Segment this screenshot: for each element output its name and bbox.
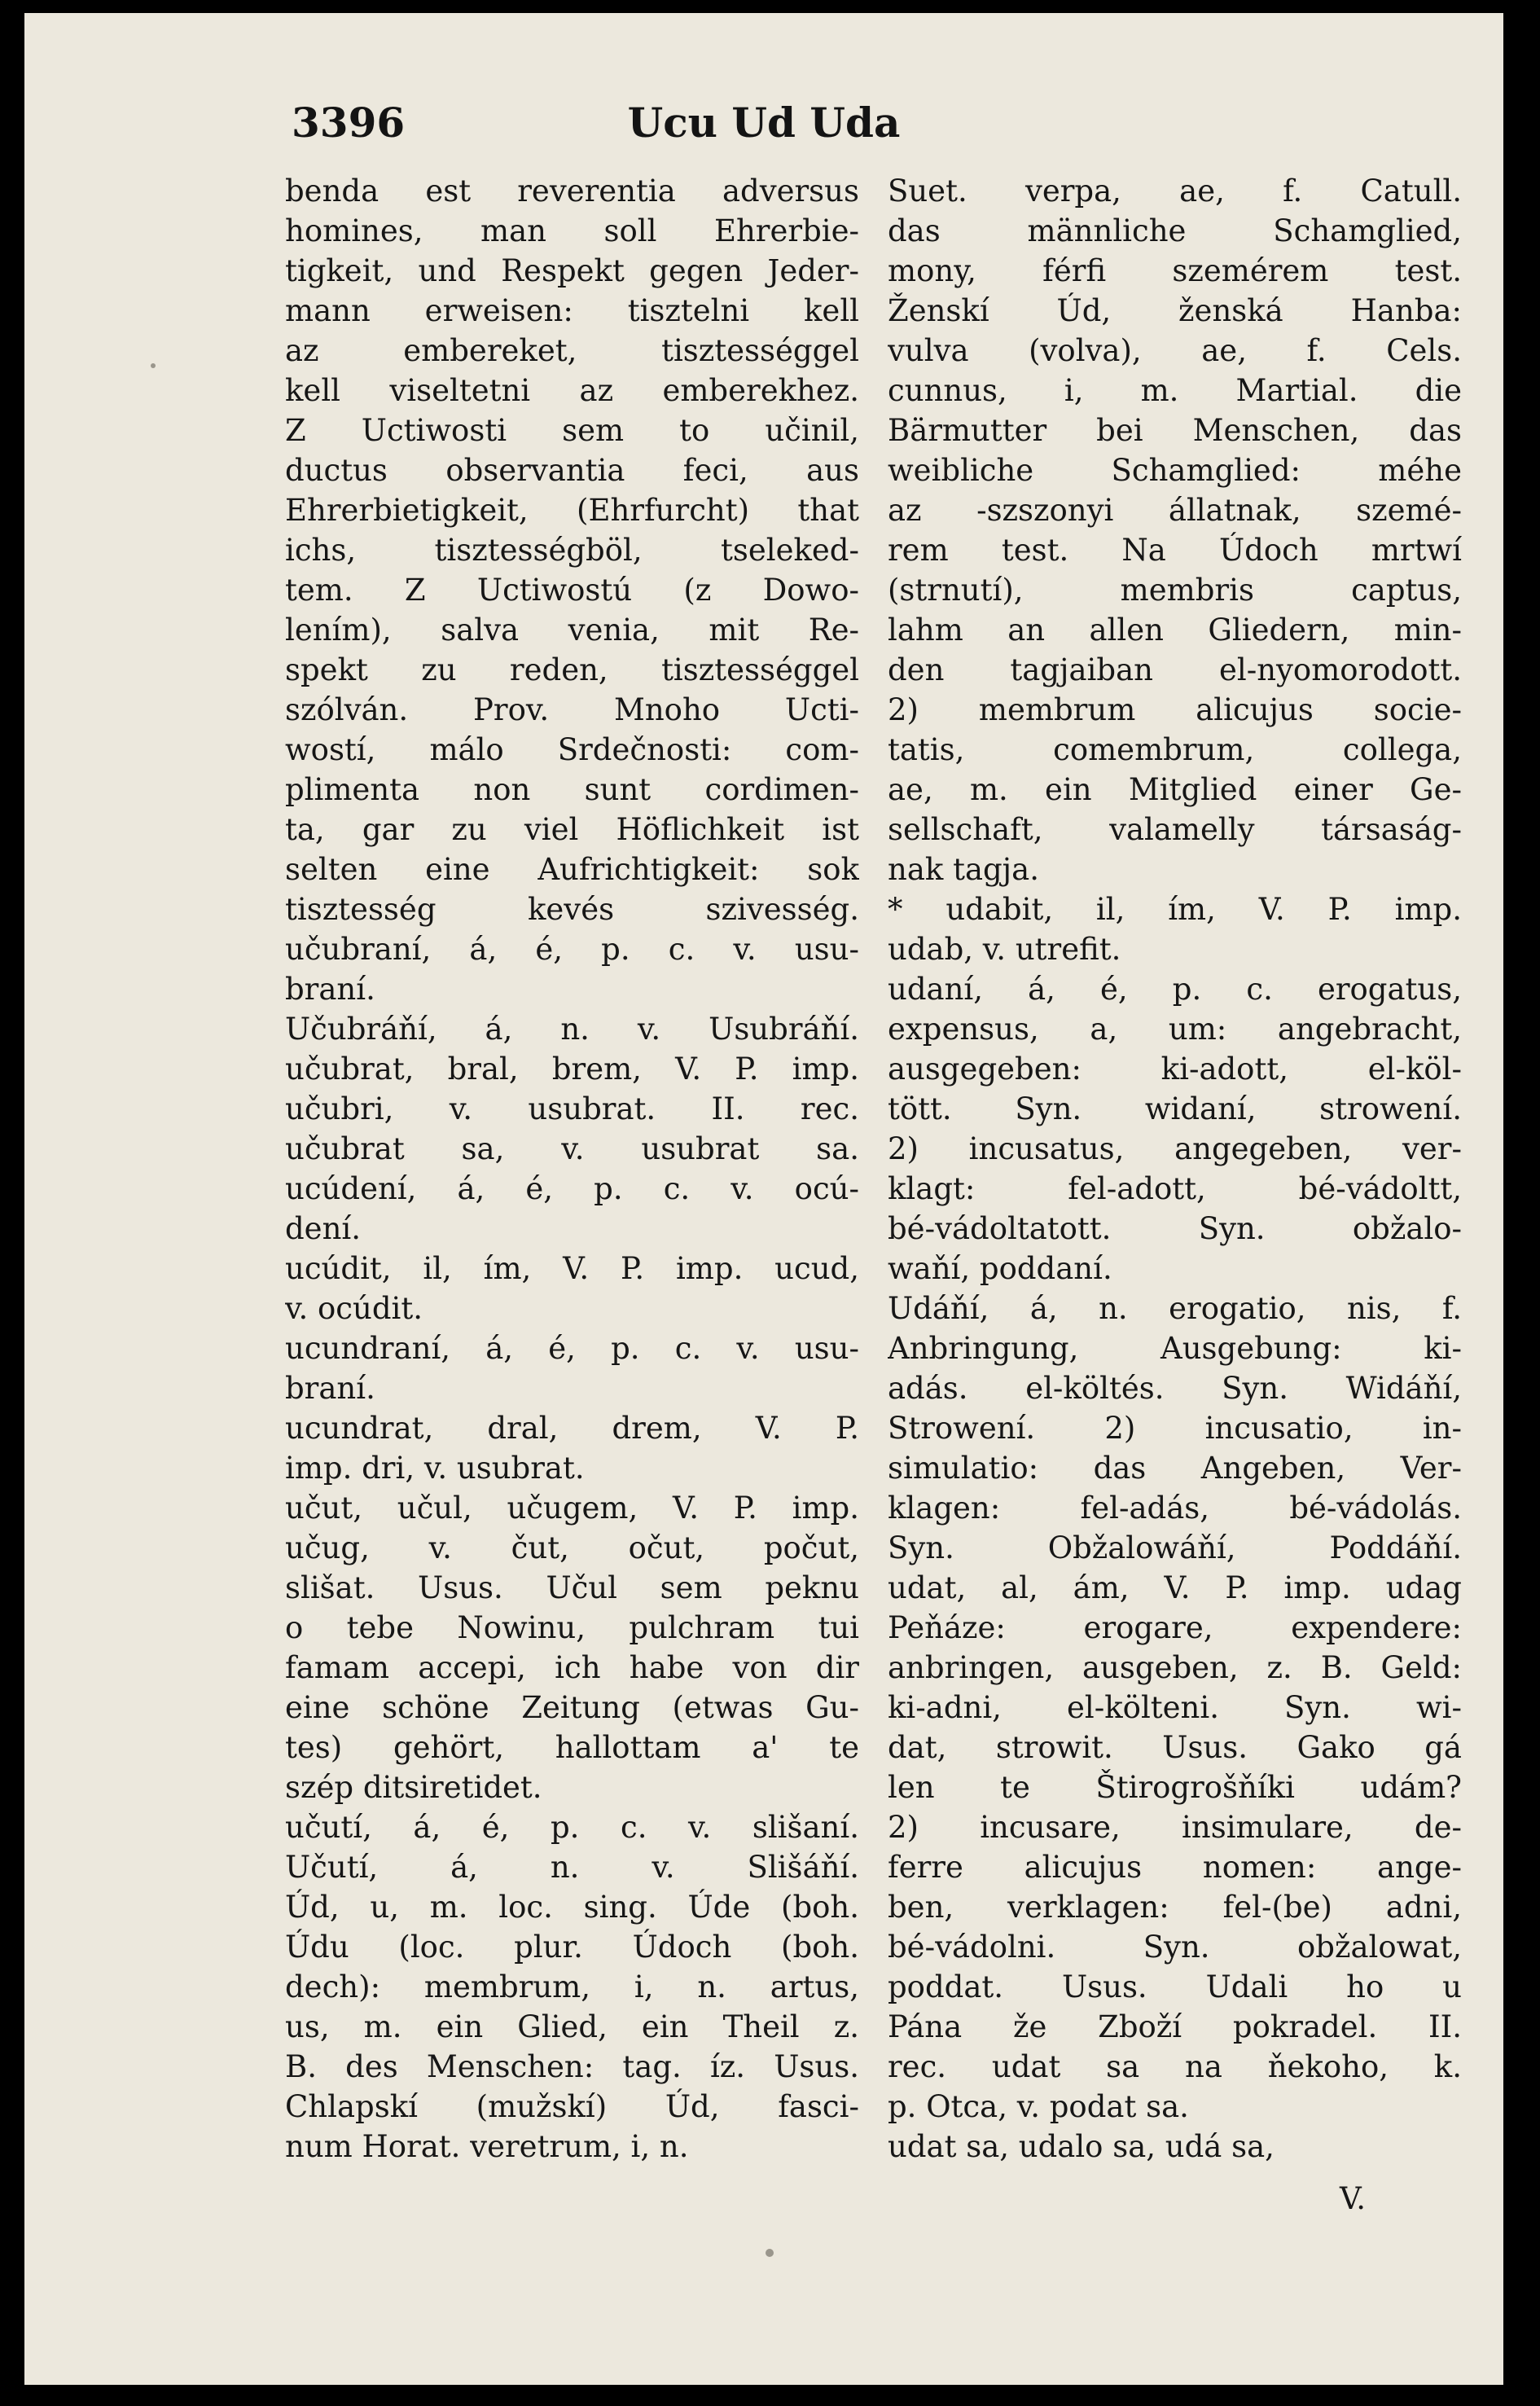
- running-head: Ucu Ud Uda: [627, 99, 901, 147]
- text-line: szólván. Prov. Mnoho Ucti-: [285, 692, 859, 727]
- text-line: wostí, málo Srdečnosti: com-: [285, 732, 859, 767]
- text-line: das männliche Schamglied,: [888, 213, 1462, 248]
- text-line: Pána že Zboží pokradel. II.: [888, 2009, 1462, 2044]
- text-line: len te Štirogrošňíki udám?: [888, 1770, 1462, 1805]
- text-line: lahm an allen Gliedern, min-: [888, 612, 1462, 648]
- text-line: Chlapskí (mužskí) Úd, fasci-: [285, 2089, 859, 2124]
- text-line: num Horat. veretrum, i, n.: [285, 2129, 689, 2164]
- text-line: ben, verklagen: fel-(be) adni,: [888, 1890, 1462, 1925]
- text-line: Učutí, á, n. v. Slišáňí.: [285, 1850, 859, 1885]
- margin-speck: [151, 363, 156, 368]
- text-line: Údu (loc. plur. Údoch (boh.: [285, 1930, 859, 1965]
- text-line: eine schöne Zeitung (etwas Gu-: [285, 1690, 859, 1725]
- text-line: cunnus, i, m. Martial. die: [888, 373, 1462, 408]
- text-line: imp. dri, v. usubrat.: [285, 1451, 585, 1486]
- text-line: tisztesség kevés szivesség.: [285, 892, 859, 927]
- text-line: plimenta non sunt cordimen-: [285, 772, 859, 807]
- text-line: B. des Menschen: tag. íz. Usus.: [285, 2049, 859, 2084]
- text-line: Anbringung, Ausgebung: ki-: [888, 1331, 1462, 1366]
- text-line: szép ditsiretidet.: [285, 1770, 542, 1805]
- text-line: ductus observantia feci, aus: [285, 453, 859, 488]
- text-line: Ženskí Úd, ženská Hanba:: [888, 293, 1462, 328]
- text-line: poddat. Usus. Udali ho u: [888, 1969, 1462, 2004]
- text-line: lením), salva venia, mit Re-: [285, 612, 859, 648]
- text-line: (strnutí), membris captus,: [888, 573, 1462, 608]
- text-line: 2) membrum alicujus socie-: [888, 692, 1462, 727]
- margin-speck: [766, 2249, 774, 2257]
- text-line: az -szszonyi állatnak, szemé-: [888, 493, 1462, 528]
- page-header: [24, 90, 1503, 156]
- text-line: tes) gehört, hallottam a' te: [285, 1730, 859, 1765]
- text-line: dení.: [285, 1211, 362, 1246]
- text-line: kell viseltetni az emberekhez.: [285, 373, 859, 408]
- text-line: 2) incusare, insimulare, de-: [888, 1810, 1462, 1845]
- text-line: selten eine Aufrichtigkeit: sok: [285, 852, 859, 887]
- text-line: udat sa, udalo sa, udá sa,: [888, 2129, 1275, 2164]
- text-line: tött. Syn. widaní, strowení.: [888, 1091, 1462, 1126]
- text-line: Peňáze: erogare, expendere:: [888, 1610, 1462, 1645]
- text-line: o tebe Nowinu, pulchram tui: [285, 1610, 859, 1645]
- text-line: us, m. ein Glied, ein Theil z.: [285, 2009, 859, 2044]
- text-line: Ehrerbietigkeit, (Ehrfurcht) that: [285, 493, 859, 528]
- text-line: den tagjaiban el-nyomorodott.: [888, 652, 1462, 687]
- text-line: v. ocúdit.: [285, 1291, 423, 1326]
- text-line: famam accepi, ich habe von dir: [285, 1650, 859, 1685]
- text-line: az embereket, tisztességgel: [285, 333, 859, 368]
- text-line: Strowení. 2) incusatio, in-: [888, 1411, 1462, 1446]
- text-line: 2) incusatus, angegeben, ver-: [888, 1131, 1462, 1166]
- left-column: [285, 171, 859, 2175]
- text-line: nak tagja.: [888, 852, 1039, 887]
- text-line: Učubráňí, á, n. v. Usubráňí.: [285, 1012, 859, 1047]
- text-line: ucúdit, il, ím, V. P. imp. ucud,: [285, 1251, 859, 1286]
- text-line: ferre alicujus nomen: ange-: [888, 1850, 1462, 1885]
- text-line: ucúdení, á, é, p. c. v. ocú-: [285, 1171, 859, 1206]
- page-number: 3396: [292, 99, 406, 147]
- text-line: simulatio: das Angeben, Ver-: [888, 1451, 1462, 1486]
- text-line: klagen: fel-adás, bé-vádolás.: [888, 1491, 1462, 1526]
- text-line: tigkeit, und Respekt gegen Jeder-: [285, 253, 859, 288]
- text-line: adás. el-költés. Syn. Widáňí,: [888, 1371, 1462, 1406]
- text-line: Suet. verpa, ae, f. Catull.: [888, 173, 1462, 209]
- text-line: Udáňí, á, n. erogatio, nis, f.: [888, 1291, 1462, 1326]
- text-line: mony, férfi szemérem test.: [888, 253, 1462, 288]
- text-line: expensus, a, um: angebracht,: [888, 1012, 1462, 1047]
- catchword: V.: [1340, 2181, 1367, 2216]
- text-line: rec. udat sa na ňekoho, k.: [888, 2049, 1462, 2084]
- text-line: braní.: [285, 1371, 375, 1406]
- text-line: učut, učul, učugem, V. P. imp.: [285, 1491, 859, 1526]
- text-line: Syn. Obžalowáňí, Poddáňí.: [888, 1530, 1462, 1565]
- text-line: tatis, comembrum, collega,: [888, 732, 1462, 767]
- text-line: udab, v. utrefit.: [888, 932, 1121, 967]
- text-line: Bärmutter bei Menschen, das: [888, 413, 1462, 448]
- text-line: p. Otca, v. podat sa.: [888, 2089, 1189, 2124]
- text-line: ae, m. ein Mitglied einer Ge-: [888, 772, 1462, 807]
- text-line: bé-vádolni. Syn. obžalowat,: [888, 1930, 1462, 1965]
- text-line: ausgegeben: ki-adott, el-köl-: [888, 1052, 1462, 1087]
- text-line: ucundrat, dral, drem, V. P.: [285, 1411, 859, 1446]
- text-line: učutí, á, é, p. c. v. slišaní.: [285, 1810, 859, 1845]
- text-line: ta, gar zu viel Höflichkeit ist: [285, 812, 859, 847]
- text-line: ichs, tisztességböl, tseleked-: [285, 533, 859, 568]
- text-line: * udabit, il, ím, V. P. imp.: [888, 892, 1462, 927]
- text-line: braní.: [285, 972, 375, 1007]
- text-line: udat, al, ám, V. P. imp. udag: [888, 1570, 1462, 1605]
- text-line: homines, man soll Ehrerbie-: [285, 213, 859, 248]
- text-line: učubraní, á, é, p. c. v. usu-: [285, 932, 859, 967]
- text-line: Z Uctiwosti sem to učinil,: [285, 413, 859, 448]
- text-line: tem. Z Uctiwostú (z Dowo-: [285, 573, 859, 608]
- text-line: mann erweisen: tisztelni kell: [285, 293, 859, 328]
- text-line: waňí, poddaní.: [888, 1251, 1112, 1286]
- text-line: rem test. Na Údoch mrtwí: [888, 533, 1462, 568]
- text-line: učubrat, bral, brem, V. P. imp.: [285, 1052, 859, 1087]
- text-line: učubrat sa, v. usubrat sa.: [285, 1131, 859, 1166]
- text-line: slišat. Usus. Učul sem peknu: [285, 1570, 859, 1605]
- text-line: ki-adni, el-költeni. Syn. wi-: [888, 1690, 1462, 1725]
- text-line: učubri, v. usubrat. II. rec.: [285, 1091, 859, 1126]
- text-line: klagt: fel-adott, bé-vádoltt,: [888, 1171, 1462, 1206]
- text-line: anbringen, ausgeben, z. B. Geld:: [888, 1650, 1462, 1685]
- right-column: [888, 171, 1462, 2175]
- text-line: weibliche Schamglied: méhe: [888, 453, 1462, 488]
- text-line: benda est reverentia adversus: [285, 173, 859, 209]
- text-line: vulva (volva), ae, f. Cels.: [888, 333, 1462, 368]
- text-line: sellschaft, valamelly társaság-: [888, 812, 1462, 847]
- text-line: ucundraní, á, é, p. c. v. usu-: [285, 1331, 859, 1366]
- text-line: spekt zu reden, tisztességgel: [285, 652, 859, 687]
- text-line: dat, strowit. Usus. Gako gá: [888, 1730, 1462, 1765]
- text-line: Úd, u, m. loc. sing. Úde (boh.: [285, 1890, 859, 1925]
- text-line: učug, v. čut, očut, počut,: [285, 1530, 859, 1565]
- text-line: bé-vádoltatott. Syn. obžalo-: [888, 1211, 1462, 1246]
- book-page: [24, 13, 1503, 2385]
- text-line: udaní, á, é, p. c. erogatus,: [888, 972, 1462, 1007]
- text-line: dech): membrum, i, n. artus,: [285, 1969, 859, 2004]
